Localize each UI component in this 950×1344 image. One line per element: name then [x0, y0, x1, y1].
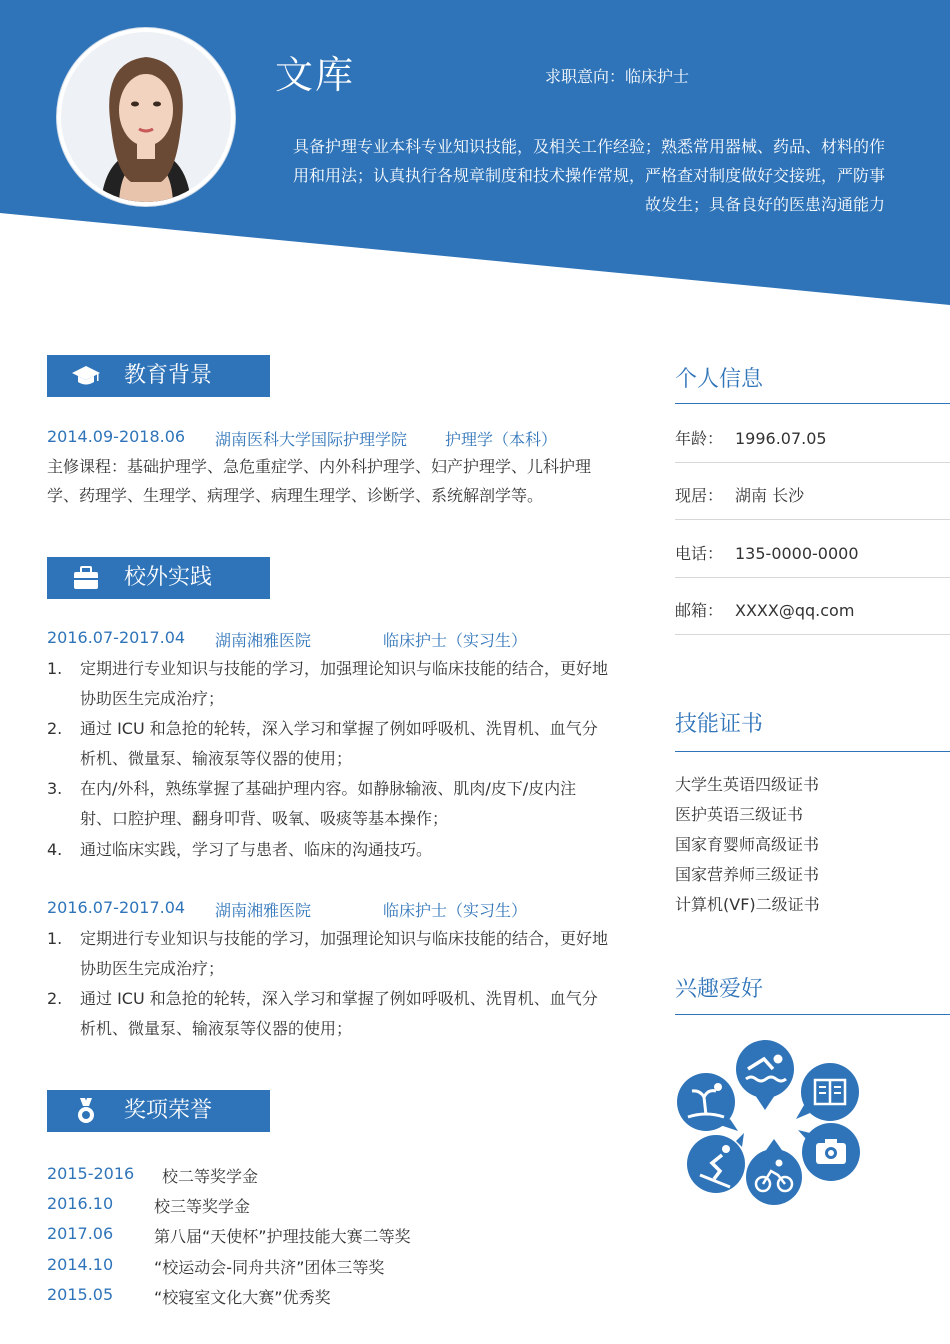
list-number: 1.: [47, 659, 63, 678]
education-major: 护理学（本科）: [445, 430, 558, 449]
info-key: 现居：: [675, 486, 724, 505]
award-text: “校寝室文化大赛”优秀奖: [154, 1288, 331, 1307]
divider: [675, 519, 950, 520]
info-age: [675, 426, 827, 449]
info-key: 年龄：: [675, 429, 724, 448]
self-summary: 具备护理专业本科专业知识技能，及相关工作经验；熟悉常用器械、药品、材料的作用和用法；认真执行各规章制度和技术操作常规，严格查对制度做好交接班，严防事故发生；具备良好的医患沟通能力: [292, 137, 885, 214]
certificate-item: 医护英语三级证书: [675, 805, 804, 824]
practice-role: 临床护士（实习生）: [383, 631, 528, 650]
list-text: 通过 ICU 和急抢的轮转，深入学习和掌握了例如呼吸机、洗胃机、血气分析机、微量泵、输液泵等仪器的使用；: [80, 719, 598, 768]
divider: [675, 577, 950, 578]
list-text: 在内/外科，熟练掌握了基础护理内容。如静脉输液、肌肉/皮下/皮内注射、口腔护理、翻身叩背、吸氧、吸痰等基本操作；: [80, 779, 577, 828]
award-year: 2015.05: [47, 1285, 114, 1304]
info-value: 湖南 长沙: [735, 486, 805, 505]
certificate-item: 国家营养师三级证书: [675, 865, 820, 884]
skills-title: 技能证书: [675, 712, 764, 737]
awards-header: [47, 1090, 270, 1132]
certificate-item: 国家育婴师高级证书: [675, 835, 820, 854]
practice-org: 湖南湘雅医院: [215, 901, 312, 920]
info-key: 电话：: [675, 544, 724, 563]
job-intent: 求职意向：临床护士: [545, 67, 690, 86]
medal-icon: [71, 1098, 101, 1124]
info-email: [675, 598, 854, 621]
list-number: 4.: [47, 840, 63, 859]
education-header: [47, 355, 270, 397]
graduation-cap-icon: [71, 363, 101, 389]
education-school: 湖南医科大学国际护理学院: [215, 430, 408, 449]
hobbies-cluster: [670, 1035, 870, 1205]
info-key: 邮箱：: [675, 601, 724, 620]
info-value: 135-0000-0000: [735, 544, 859, 563]
list-number: 2.: [47, 989, 63, 1008]
award-year: 2015-2016: [47, 1164, 135, 1183]
camera-icon: [798, 1123, 860, 1181]
award-year: 2016.10: [47, 1194, 114, 1213]
list-number: 1.: [47, 929, 63, 948]
info-value: XXXX@qq.com: [735, 601, 855, 620]
list-text: 定期进行专业知识与技能的学习，加强理论知识与临床技能的结合，更好地协助医生完成治疗；: [80, 659, 609, 708]
award-year: 2017.06: [47, 1224, 114, 1243]
beach-icon: [677, 1035, 738, 1131]
award-text: “校运动会-同舟共济”团体三等奖: [154, 1258, 385, 1277]
practice-org: 湖南湘雅医院: [215, 631, 312, 650]
hobbies-title: 兴趣爱好: [675, 977, 764, 1002]
practice-header: [47, 557, 270, 599]
practice-period: 2016.07-2017.04: [47, 898, 186, 917]
list-text: 定期进行专业知识与技能的学习，加强理论知识与临床技能的结合，更好地协助医生完成治疗；: [80, 929, 609, 978]
book-icon: [796, 1063, 859, 1121]
briefcase-icon: [71, 565, 101, 591]
list-number: 2.: [47, 719, 63, 738]
portrait-photo: [61, 32, 231, 202]
divider: [675, 1014, 950, 1015]
personal-title: 个人信息: [675, 367, 764, 392]
candidate-name: 文库: [275, 53, 356, 97]
avatar: [57, 28, 235, 206]
practice-title: 校外实践: [124, 565, 213, 590]
list-text: 通过 ICU 和急抢的轮转，深入学习和掌握了例如呼吸机、洗胃机、血气分析机、微量泵、输液泵等仪器的使用；: [80, 989, 598, 1038]
info-location: [675, 483, 804, 506]
certificate-item: 计算机(VF)二级证书: [675, 895, 820, 914]
award-year: 2014.10: [47, 1255, 114, 1274]
list-text: 通过临床实践，学习了与患者、临床的沟通技巧。: [80, 840, 433, 859]
practice-role: 临床护士（实习生）: [383, 901, 528, 920]
awards-title: 奖项荣誉: [124, 1098, 213, 1123]
education-title: 教育背景: [124, 363, 213, 388]
award-text: 校三等奖学金: [154, 1197, 251, 1216]
info-value: 1996.07.05: [735, 429, 827, 448]
certificate-item: 大学生英语四级证书: [675, 775, 820, 794]
divider: [675, 634, 950, 635]
education-courses: 主修课程：基础护理学、急危重症学、内外科护理学、妇产护理学、儿科护理学、药理学、生理学、病理学、病理生理学、诊断学、系统解剖学等。: [47, 457, 592, 505]
award-text: 第八届“天使杯”护理技能大赛二等奖: [154, 1227, 411, 1246]
swimming-icon: [736, 1040, 794, 1110]
divider: [675, 403, 950, 404]
award-text: 校二等奖学金: [162, 1167, 259, 1186]
divider: [675, 751, 950, 752]
info-phone: [675, 541, 859, 564]
education-period: 2014.09-2018.06: [47, 427, 186, 446]
divider: [675, 462, 950, 463]
list-number: 3.: [47, 779, 63, 798]
cycling-icon: [746, 1139, 802, 1205]
skiing-icon: [687, 1133, 745, 1193]
practice-period: 2016.07-2017.04: [47, 628, 186, 647]
